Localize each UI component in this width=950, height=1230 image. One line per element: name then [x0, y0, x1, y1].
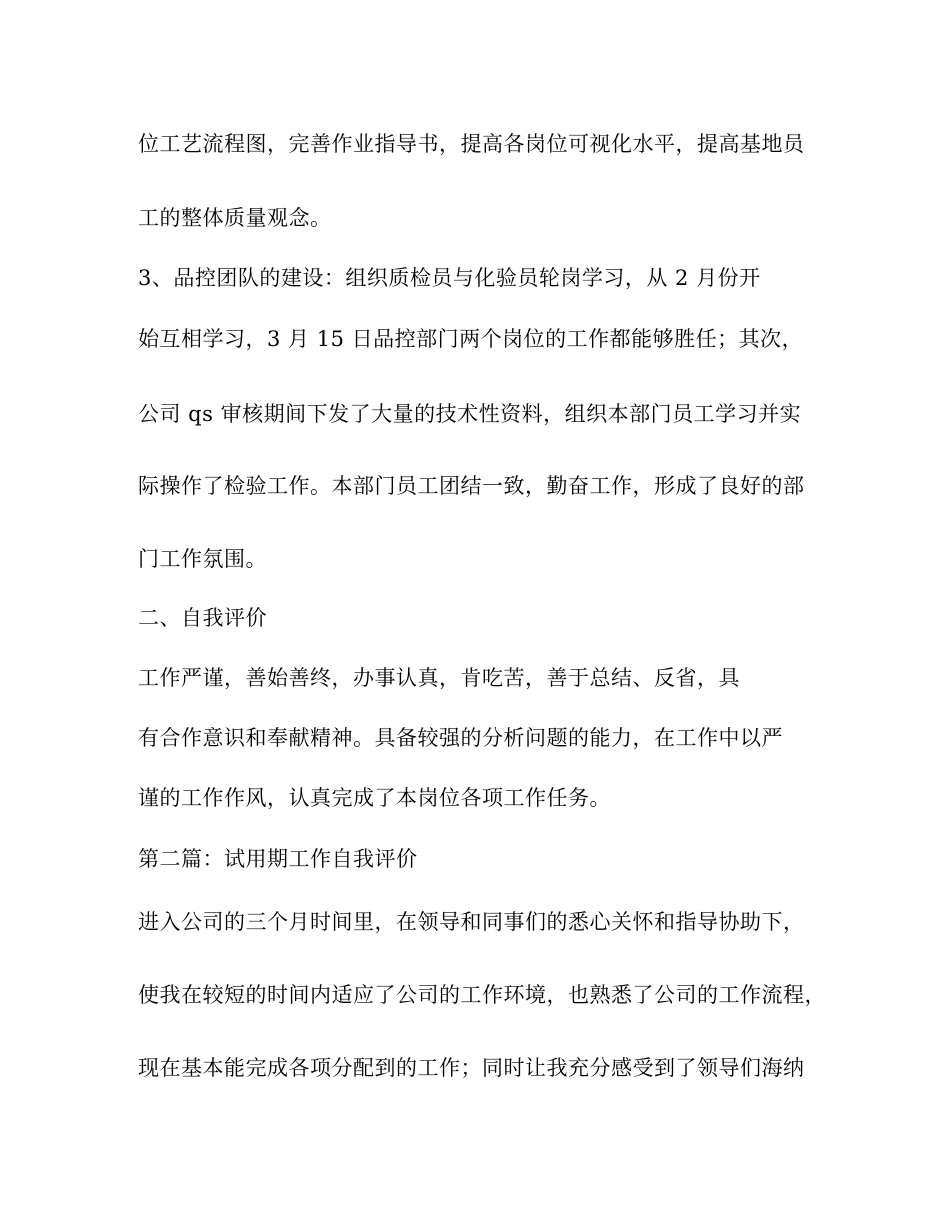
- article-heading: 第二篇：试用期工作自我评价: [138, 847, 418, 871]
- text-line: 公司 qs 审核期间下发了大量的技术性资料，组织本部门员工学习并实: [138, 402, 802, 426]
- text-line: 位工艺流程图，完善作业指导书，提高各岗位可视化水平，提高基地员: [138, 132, 805, 156]
- text-line: 谨的工作作风，认真完成了本岗位各项工作任务。: [138, 786, 611, 810]
- text-line: 进入公司的三个月时间里，在领导和同事们的悉心关怀和指导协助下，: [138, 910, 805, 934]
- text-line: 现在基本能完成各项分配到的工作；同时让我充分感受到了领导们海纳: [138, 1056, 805, 1080]
- text-line: 际操作了检验工作。本部门员工团结一致，勤奋工作，形成了良好的部: [138, 474, 805, 498]
- text-line: 有合作意识和奉献精神。具备较强的分析问题的能力，在工作中以严: [138, 726, 783, 750]
- text-line: 使我在较短的时间内适应了公司的工作环境，也熟悉了公司的工作流程，: [138, 983, 826, 1007]
- text-line: 工的整体质量观念。: [138, 206, 332, 230]
- text-line: 始互相学习，3 月 15 日品控部门两个岗位的工作都能够胜任；其次，: [138, 327, 804, 351]
- text-line: 门工作氛围。: [138, 547, 267, 571]
- text-line: 3、品控团队的建设：组织质检员与化验员轮岗学习，从 2 月份开: [138, 266, 761, 290]
- section-heading: 二、自我评价: [138, 606, 267, 630]
- text-line: 工作严谨，善始善终，办事认真，肯吃苦，善于总结、反省，具: [138, 666, 740, 690]
